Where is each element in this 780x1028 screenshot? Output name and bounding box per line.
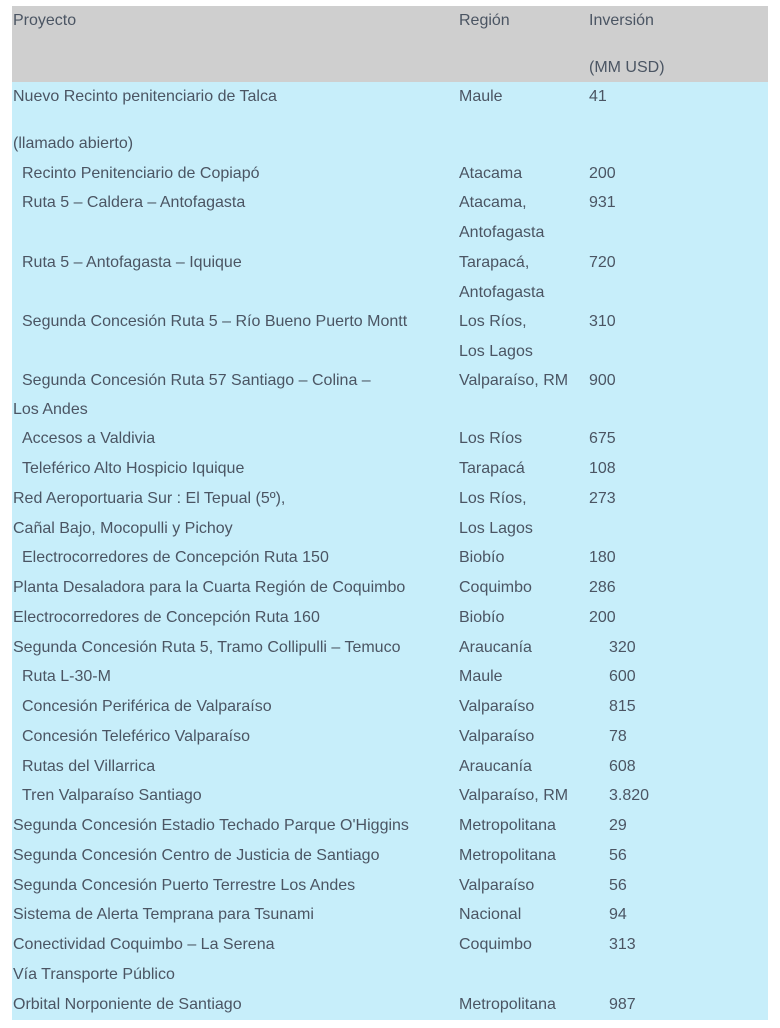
investment-value: 675 [589, 430, 616, 447]
project-name: Teleférico Alto Hospicio Iquique [22, 460, 245, 477]
investment-value: 900 [589, 372, 616, 389]
region: Valparaíso [459, 728, 535, 745]
region: Tarapacá, [459, 254, 530, 271]
project-name: Planta Desaladora para la Cuarta Región de Coquimbo [13, 579, 406, 596]
project-name: Electrocorredores de Concepción Ruta 150 [22, 549, 329, 566]
investment-value: 200 [589, 609, 616, 626]
project-name: Segunda Concesión Estadio Techado Parque O'Higgins [13, 817, 409, 834]
project-name: Segunda Concesión Centro de Justicia de Santiago [13, 847, 380, 864]
project-name: Red Aeroportuaria Sur : El Tepual (5º), [13, 490, 286, 507]
investment-value: 600 [609, 668, 636, 685]
project-name: Segunda Concesión Ruta 5 – Río Bueno Puerto Montt [22, 313, 408, 330]
region: Araucanía [459, 758, 532, 775]
project-name-continued: Los Andes [13, 401, 88, 418]
investment-value: 320 [609, 639, 636, 656]
project-name: Recinto Penitenciario de Copiapó [22, 165, 260, 182]
project-name: Concesión Periférica de Valparaíso [22, 698, 272, 715]
investment-value: 3.820 [609, 787, 650, 804]
project-name-continued: Vía Transporte Público [13, 966, 175, 983]
project-name-continued: (llamado abierto) [13, 135, 134, 152]
header-inversion-unit: (MM USD) [589, 59, 665, 76]
investment-value: 987 [609, 996, 636, 1013]
header-inversion: Inversión [589, 12, 654, 29]
investment-value: 41 [589, 88, 607, 105]
region-continued: Los Lagos [459, 520, 533, 537]
investment-value: 29 [609, 817, 627, 834]
region: Maule [459, 668, 503, 685]
project-name: Conectividad Coquimbo – La Serena [13, 936, 275, 953]
investment-value: 78 [609, 728, 627, 745]
project-name: Accesos a Valdivia [22, 430, 156, 447]
investment-value: 56 [609, 877, 627, 894]
region: Metropolitana [459, 847, 556, 864]
project-name-continued: Cañal Bajo, Mocopulli y Pichoy [13, 520, 233, 537]
project-name: Nuevo Recinto penitenciario de Talca [13, 88, 277, 105]
region: Coquimbo [459, 936, 532, 953]
region: Atacama, [459, 194, 527, 211]
region: Atacama [459, 165, 523, 182]
region: Tarapacá [459, 460, 525, 477]
region: Nacional [459, 906, 522, 923]
region: Biobío [459, 609, 505, 626]
project-name: Segunda Concesión Puerto Terrestre Los Andes [13, 877, 356, 894]
investment-value: 94 [609, 906, 627, 923]
project-name: Rutas del Villarrica [22, 758, 156, 775]
region: Valparaíso, RM [459, 787, 569, 804]
project-name: Ruta L-30-M [22, 668, 111, 685]
investment-value: 313 [609, 936, 636, 953]
region: Metropolitana [459, 996, 556, 1013]
investment-value: 931 [589, 194, 616, 211]
investment-value: 56 [609, 847, 627, 864]
table-header [12, 6, 768, 82]
investment-value: 180 [589, 549, 616, 566]
header-proyecto: Proyecto [13, 12, 77, 29]
project-name: Tren Valparaíso Santiago [22, 787, 202, 804]
project-name: Segunda Concesión Ruta 5, Tramo Collipulli – Temuco [13, 639, 401, 656]
investment-value: 286 [589, 579, 616, 596]
investment-value: 108 [589, 460, 616, 477]
project-name: Ruta 5 – Antofagasta – Iquique [22, 254, 242, 271]
project-name: Electrocorredores de Concepción Ruta 160 [13, 609, 320, 626]
investment-value: 720 [589, 254, 616, 271]
region: Valparaíso [459, 877, 535, 894]
investment-value: 273 [589, 490, 616, 507]
region: Los Ríos, [459, 490, 527, 507]
region: Maule [459, 88, 503, 105]
region: Araucanía [459, 639, 532, 656]
region: Los Ríos [459, 430, 523, 447]
region: Valparaíso, RM [459, 372, 569, 389]
investment-value: 815 [609, 698, 636, 715]
region: Metropolitana [459, 817, 556, 834]
project-name: Ruta 5 – Caldera – Antofagasta [22, 194, 246, 211]
project-name: Sistema de Alerta Temprana para Tsunami [13, 906, 314, 923]
region: Biobío [459, 549, 505, 566]
investment-value: 200 [589, 165, 616, 182]
region: Coquimbo [459, 579, 532, 596]
project-name: Orbital Norponiente de Santiago [13, 996, 242, 1013]
investment-value: 608 [609, 758, 636, 775]
region: Los Ríos, [459, 313, 527, 330]
project-name: Segunda Concesión Ruta 57 Santiago – Colina – [22, 372, 371, 389]
header-region: Región [459, 12, 510, 29]
project-name: Concesión Teleférico Valparaíso [22, 728, 250, 745]
investment-value: 310 [589, 313, 616, 330]
region-continued: Antofagasta [459, 224, 545, 241]
investment-table [12, 6, 768, 1020]
region-continued: Antofagasta [459, 284, 545, 301]
region-continued: Los Lagos [459, 343, 533, 360]
region: Valparaíso [459, 698, 535, 715]
